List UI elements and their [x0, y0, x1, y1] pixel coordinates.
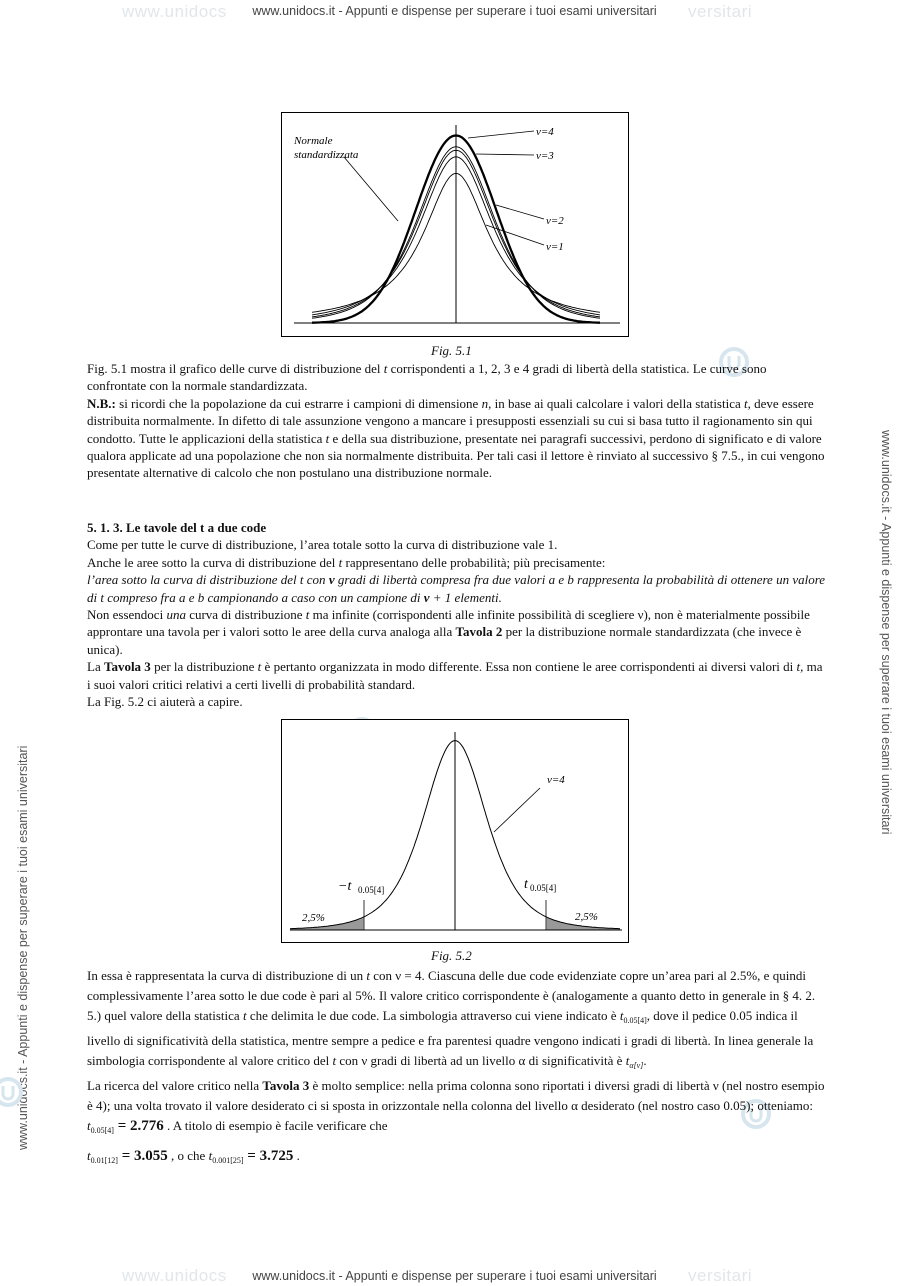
watermark-side-right: www.unidocs.it - Appunti e dispense per superare i tuoi esami universitari: [879, 430, 893, 835]
figure-t-distributions: [281, 112, 629, 337]
leader-line-nu1: [486, 225, 544, 245]
leader-line-nu4: [494, 788, 540, 832]
label-tail-right: 2,5%: [575, 911, 598, 923]
leader-line-normal: [344, 157, 398, 221]
label-nu4: ν=4: [536, 126, 554, 138]
figure-t-critical-values: [281, 719, 629, 943]
section-5-1-3: [87, 519, 827, 710]
label-neg-critical-sub: 0.05[4]: [358, 885, 385, 895]
label-nu3: ν=3: [536, 150, 554, 162]
watermark-ghost-bottom-right: versitari: [688, 1266, 753, 1285]
paragraph-critical-value: In essa è rappresentata la curva di distribuzione di un t con ν = 4. Ciascuna delle due code evidenziate copre un’area pari al 2.5%, e quindi complessivamente l’area sotto le due code è pari al 5%. Il valore critico corrispondente è (analogamente a quanto detto in generale in § 4. 2. 5.) quel valore della statistica t che delimita le due code. La simbologia attraverso cui viene indicato è $t_{0.05[4]}$, dove il pedice 0.05 indica il livello di significatività della statistica, mentre sempre a pedice e fra parentesi quadre vengono indicati i gradi di libertà. In linea generale la simbologia corrispondente al valore critico del t con ν gradi di libertà ad un livello α di significatività è $t_{\alpha[\nu]}$.: [87, 968, 816, 1070]
figure-5-2-plot: [282, 720, 628, 942]
leader-line-nu3: [476, 154, 534, 155]
paragraph-infinite-curves: Non essendoci una curva di distribuzione t ma infinite (corrispondenti alle infinite possibilità di scegliere ν), non è materialmente possibile approntare una tavola per i valori sotto le aree della curva analoga alla Tavola 2 per la distribuzione normale standardizzata (che invece è unica).: [87, 607, 810, 657]
label-normal-2: standardizzata: [294, 149, 359, 161]
figure-5-1-plot: [282, 113, 628, 336]
leader-line-nu4: [468, 131, 534, 138]
label-nu2: ν=2: [546, 215, 564, 227]
unidocs-logo-icon: [0, 1076, 24, 1108]
label-pos-critical-sub: 0.05[4]: [530, 883, 557, 893]
paragraph-table-lookup: La ricerca del valore critico nella Tavola 3 è molto semplice: nella prima colonna sono riportati i diversi gradi di libertà ν (nel nostro esempio è 4); una volta trovato il valore desiderato ci si sposta in orizzontale nella colonna del livello α desiderato (nel nostro caso 0.05); otteniamo: $t_{0.05[4]} = 2.776$ . A titolo di esempio è facile verificare che $t_{0.01[12]} = 3.055$ , o che $t_{0.001[25]} = 3.725$ .: [87, 1078, 825, 1165]
leader-line-nu2: [496, 205, 544, 219]
paragraph-definition: l’area sotto la curva di distribuzione del t con ν gradi di libertà compresa fra due valori a e b rappresenta la probabilità di ottenere un valore di t compreso fra a e b campionando a caso con un campione di ν + 1 elementi.: [87, 572, 826, 605]
paragraph-probabilities: Anche le aree sotto la curva di distribuzione del t rappresentano delle probabilità; più precisamente:: [87, 554, 606, 570]
paragraph-nb: N.B.: si ricordi che la popolazione da cui estrarre i campioni di dimensione n, in base ai quali calcolare i valori della statistica t, deve essere distribuita normalmente. In difetto di tale assunzione vengono a mancare i presupposti essenziali su cui si basa tutto il ragionamento sin qui condotto. Tutte le applicazioni della statistica t e della sua distribuzione, presentate nei paragrafi successivi, perdono di significato e di valore qualora applicate ad una popolazione che non sia normalmente distribuita. Per tali casi il lettore è rinviato al successivo § 7.5., in cui vengono presentate alternative di calcolo che non postulano una distribuzione normale.: [87, 395, 825, 481]
label-neg-critical: −t: [338, 879, 352, 894]
watermark-bottom: www.unidocs.it - Appunti e dispense per superare i tuoi esami universitari: [252, 1269, 657, 1283]
fig1-description: [87, 360, 827, 482]
section-heading: 5. 1. 3. Le tavole del t a due code: [87, 520, 267, 535]
paragraph-tavola-3: La Tavola 3 per la distribuzione t è pertanto organizzata in modo differente. Essa non contiene le aree corrispondenti ai diversi valori di t, ma i suoi valori critici relativi a certi livelli di probabilità standard.: [87, 659, 823, 692]
label-nu4: ν=4: [547, 774, 565, 786]
watermark-top: www.unidocs.it - Appunti e dispense per superare i tuoi esami universitari: [252, 4, 657, 18]
watermark-ghost-top-left: www.unidocs: [122, 2, 227, 21]
label-pos-critical: t: [524, 877, 528, 892]
watermark-ghost-bottom-left: www.unidocs: [122, 1266, 227, 1285]
label-normal-1: Normale: [294, 135, 333, 147]
watermark-ghost-top-right: versitari: [688, 2, 753, 21]
label-nu1: ν=1: [546, 241, 564, 253]
label-tail-left: 2,5%: [302, 912, 325, 924]
figure-5-1-caption: Fig. 5.1: [431, 343, 472, 358]
fig2-description: [87, 966, 827, 1169]
paragraph-fig2-intro: La Fig. 5.2 ci aiuterà a capire.: [87, 694, 243, 710]
watermark-side-left: www.unidocs.it - Appunti e dispense per superare i tuoi esami universitari: [16, 745, 30, 1150]
paragraph-fig1: Fig. 5.1 mostra il grafico delle curve di distribuzione del t corrispondenti a 1, 2, 3 e 4 gradi di libertà della statistica. Le curve sono confrontate con la normale standardizzata.: [87, 361, 767, 394]
figure-5-2-caption: Fig. 5.2: [431, 948, 472, 963]
paragraph-total-area: Come per tutte le curve di distribuzione, l’area totale sotto la curva di distribuzione vale 1.: [87, 537, 558, 553]
